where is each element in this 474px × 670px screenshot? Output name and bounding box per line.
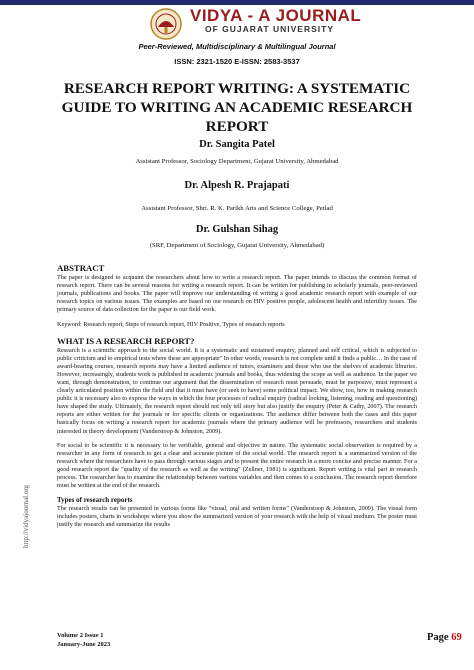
author-name: Dr. Sangita Patel	[199, 139, 275, 150]
paragraph: The research results can be presented in various forms like "visual, oral and written forms" (Vanderstoop & Johnston, 2009). The visual form includes posters, charts in workshops where you show the summarized version of your research with the help of visual medium. The poster must justify the research and summarize the results	[57, 505, 417, 529]
author-affiliation: Assistant Professor, Shri. R. K. Parikh Arts and Science College, Petlad	[141, 205, 333, 212]
abstract-heading: ABSTRACT	[57, 263, 105, 273]
journal-logo-icon	[146, 7, 186, 41]
author-name: Dr. Gulshan Sihag	[195, 224, 279, 235]
journal-brand-subtitle: OF GUJARAT UNIVERSITY	[205, 24, 334, 34]
footer-period: January-June 2023	[57, 640, 111, 648]
footer-volume-info	[57, 632, 110, 649]
issn-line: ISSN: 2321-1520 E-ISSN: 2583-3537	[174, 57, 300, 66]
page-label: Page	[427, 632, 449, 643]
author-name: Dr. Alpesh R. Prajapati	[184, 180, 290, 191]
journal-url-sidebar[interactable]: http://vidyajournal.org	[22, 484, 30, 548]
author-affiliation: Assistant Professor, Sociology Department, Gujarat University, Ahmedabad	[135, 158, 339, 165]
paper-body	[57, 263, 417, 529]
paragraph: For social to be scientific it is necessary to be verifiable, general and objective in nature. The systematic social observation is required by a researcher in any form of research to get a clear and accurate picture of the social world. The research report is a summarized version of the research where the researchers have to pass through various stages and to present the entire research in a more concise and precise manner. For a good research report the "quality of the research as well as the writing" (Zellner, 1981) is significant. Report writing is vital part in research process. The researcher has to examine the relationship between various variables and then comes to a conclusion. The research report therefore must be written at the end of the research.	[57, 441, 417, 490]
page-number: 69	[451, 632, 462, 643]
journal-brand: VIDYA - A JOURNAL	[190, 6, 362, 25]
paper-title: RESEARCH REPORT WRITING: A SYSTEMATIC GUIDE TO WRITING AN ACADEMIC RESEARCH REPORT	[61, 80, 413, 135]
subsection-heading: Types of research reports	[57, 496, 133, 505]
journal-tagline: Peer-Reviewed, Multidisciplinary & Multilingual Journal	[138, 42, 336, 51]
abstract-text: The paper is designed to acquaint the researchers about how to write a research report. The paper intends to discuss the common format of research report. There can be several reasons for writing a research report. It can be written for publishing in scholarly journals, peer-reviewed journals, publications and books. The paper will improve our understanding of writing a good academic research report with example of our research topics on various issues. The examples are based on our research on HIV positive people, adolescent health and infertility issues. The primary source of data collection for the paper is our field work.	[57, 274, 417, 314]
footer-volume: Volume 2 Issue 1	[57, 632, 104, 639]
author-affiliation: (SRF, Department of Sociology, Gujarat University, Ahmedabad)	[149, 242, 325, 249]
footer-page-number	[427, 632, 462, 643]
header-accent-bar	[0, 0, 474, 5]
paragraph: Research is a scientific approach to the social world. It is a systematic and sustained enquiry, planned and self critical, which is subjected to public criticism and to empirical tests where these are appropriate" In other words, research is not complete until it finds a public… In the case of award-bearing courses, research reports may have a limited audience of tutors, examiners and those who use the shelves of academic libraries. However, increasingly, students work is published in academic journals and books, thus widening the scope as well as audience. In the paper we want, through demonstration, to continue our argument that the dissemination of research must persuade, must be purposive, must represent a clearly articulated position within the field and that it must have (or seek to have) some political impact. We show, too, how in making research public it is necessary also to express the ways in which the four processes of radical enquiry (radical looking, listening, reading and questioning) have shaped the study. Ultimately, the research report should not only tell story but also justify the enquiry (Peter & Cathy, 2007). The research reports are either written for the journals or for specific clients or organizations. The audience differ between both the cases and this paper basically focus on writing a research report for academic journals where the primary audience will be professors, researchers and students interested in theory development (Vanderstoop & Johnston, 2009).	[57, 346, 417, 435]
keywords-line: Keyword: Research report, Steps of research report, HIV Positive, Types of research reports	[57, 321, 285, 329]
section-heading: WHAT IS A RESEARCH REPORT?	[57, 335, 195, 346]
